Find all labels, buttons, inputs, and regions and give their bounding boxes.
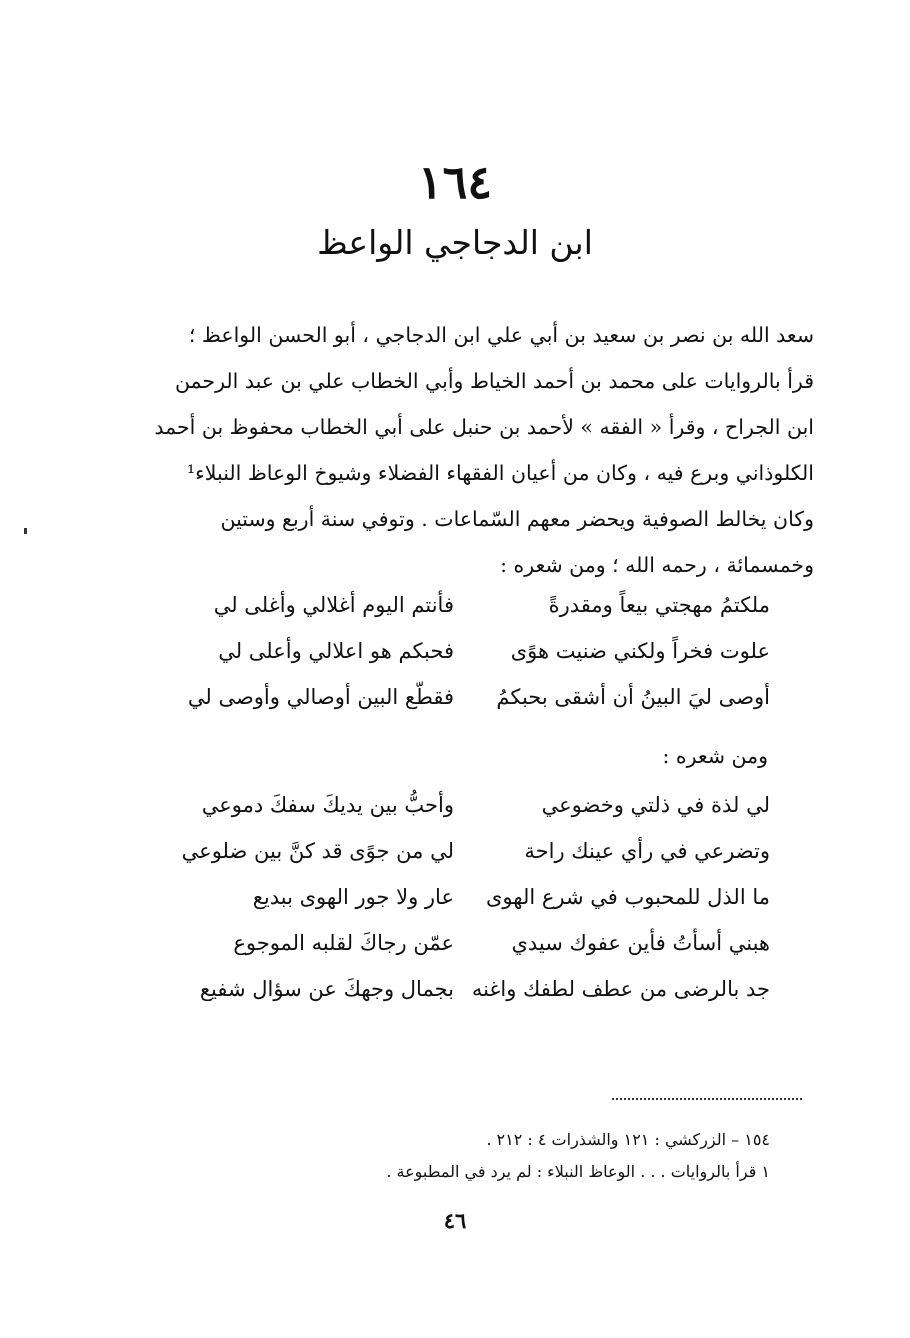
ink-mark (24, 528, 27, 534)
verse (150, 782, 770, 828)
biography-line: سعد الله بن نصر بن سعيد بن أبي علي ابن الدجاجي ، أبو الحسن الواعظ ؛ (188, 323, 814, 347)
verse-second-hemistich: لي من جوًى قد كنَّ بين ضلوعي (181, 839, 454, 863)
verse-second-hemistich: فحبكم هو اعلالي وأعلى لي (218, 639, 454, 663)
verse-second-hemistich: فقطّع البين أوصالي وأوصى لي (187, 685, 454, 709)
footnote-divider (612, 1098, 802, 1100)
verse-second-hemistich: عار ولا جور الهوى ببديع (252, 885, 454, 909)
verse-first-hemistich: ما الذل للمحبوب في شرع الهوى (486, 885, 770, 909)
verse-first-hemistich: لي لذة في ذلتي وخضوعي (541, 793, 770, 817)
entry-title: ابن الدجاجي الواعظ (317, 223, 593, 262)
poem-second-intro: ومن شعره : (662, 744, 768, 768)
verse-second-hemistich: عمّن رجاكَ لقلبه الموجوع (233, 931, 454, 955)
verse-second-hemistich: وأحبُّ بين يديكَ سفكَ دموعي (201, 793, 454, 817)
verse (150, 674, 770, 720)
verse (150, 920, 770, 966)
poem-second (150, 782, 770, 1012)
biography-line: ابن الجراح ، وقرأ « الفقه » لأحمد بن حنبل على أبي الخطاب محفوظ بن أحمد (154, 415, 814, 439)
biography-line: وخمسمائة ، رحمه الله ؛ ومن شعره : (500, 553, 814, 577)
biography-line: قرأ بالروايات على محمد بن أحمد الخياط وأبي الخطاب علي بن عبد الرحمن (174, 369, 814, 393)
verse (150, 582, 770, 628)
verse (150, 874, 770, 920)
page-number: ٤٦ (443, 1208, 467, 1233)
verse-first-hemistich: ملكتمُ مهجتي بيعاً ومقدرةً (548, 593, 770, 617)
footnotes (386, 1124, 770, 1188)
biography-line: الكلوذاني وبرع فيه ، وكان من أعيان الفقهاء الفضلاء وشيوخ الوعاظ النبلاء¹ (186, 461, 814, 485)
verse (150, 828, 770, 874)
footnote: ١٥٤ – الزركشي : ١٢١ والشذرات ٤ : ٢١٢ . (486, 1130, 770, 1149)
verse-first-hemistich: أوصى ليَ البينُ أن أشقى بحبكمُ (496, 685, 770, 709)
verse-first-hemistich: علوت فخراً ولكني ضنيت هوًى (510, 639, 770, 663)
verse-first-hemistich: هبني أسأتُ فأين عفوك سيدي (511, 931, 770, 955)
footnote: ١ قرأ بالروايات . . . الوعاظ النبلاء : لم يرد في المطبوعة . (386, 1162, 770, 1181)
verse-second-hemistich: بجمال وجهكَ عن سؤال شفيع (199, 977, 454, 1001)
biography-line: وكان يخالط الصوفية ويحضر معهم السّماعات . وتوفي سنة أربع وستين (220, 507, 814, 531)
verse-first-hemistich: جد بالرضى من عطف لطفك واغنه (471, 977, 770, 1001)
poem-first (150, 582, 770, 720)
verse-second-hemistich: فأنتم اليوم أغلالي وأغلى لي (213, 593, 454, 617)
biography-text (118, 312, 814, 588)
verse-first-hemistich: وتضرعي في رأي عينك راحة (524, 839, 770, 863)
verse (150, 628, 770, 674)
entry-number: ١٦٤ (417, 155, 493, 209)
verse (150, 966, 770, 1012)
